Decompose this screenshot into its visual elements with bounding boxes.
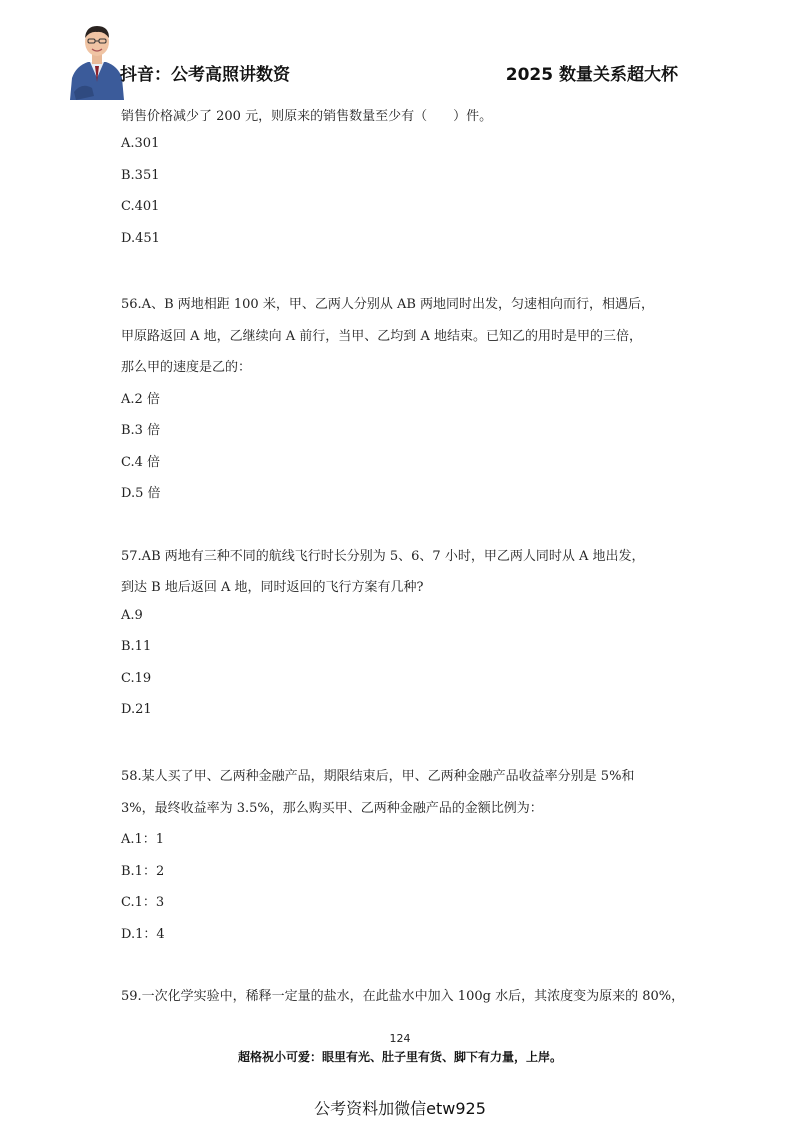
option-58-a: A.1：1 xyxy=(121,832,165,847)
option-57-a: A.9 xyxy=(121,608,143,623)
option-56-d: D.5 倍 xyxy=(121,486,161,501)
option-56-b: B.3 倍 xyxy=(121,423,161,438)
option-56-c: C.4 倍 xyxy=(121,455,161,470)
document-title: 2025 数量关系超大杯 xyxy=(505,65,678,85)
question-57-line-1: 57.AB 两地有三种不同的航线飞行时长分别为 5、6、7 小时，甲乙两人同时从 A 地出发， xyxy=(121,549,645,564)
option-55-d: D.451 xyxy=(121,231,160,246)
option-55-c: C.401 xyxy=(121,199,160,214)
question-56-line-1: 56.A、B 两地相距 100 米，甲、乙两人分别从 AB 两地同时出发，匀速相向而行，相遇后， xyxy=(121,297,655,312)
question-58-line-2: 3%，最终收益率为 3.5%，那么购买甲、乙两种金融产品的金额比例为： xyxy=(121,801,543,816)
option-58-d: D.1：4 xyxy=(121,927,165,942)
option-55-b: B.351 xyxy=(121,168,160,183)
option-57-d: D.21 xyxy=(121,702,152,717)
page-number: 124 xyxy=(389,1032,411,1045)
footer-motto: 超格祝小可爱：眼里有光、肚子里有货、脚下有力量，上岸。 xyxy=(237,1050,562,1064)
contact-watermark: 公考资料加微信etw925 xyxy=(314,1099,486,1118)
option-57-b: B.11 xyxy=(121,639,152,654)
option-56-a: A.2 倍 xyxy=(121,392,160,407)
page-header xyxy=(0,0,800,100)
option-58-b: B.1：2 xyxy=(121,864,165,879)
option-58-c: C.1：3 xyxy=(121,895,165,910)
presenter-photo xyxy=(68,22,126,100)
question-55-text: 销售价格减少了 200 元，则原来的销售数量至少有（ ）件。 xyxy=(121,109,493,124)
question-57-line-2: 到达 B 地后返回 A 地，同时返回的飞行方案有几种? xyxy=(121,580,424,595)
channel-brand: 抖音：公考高照讲数资 xyxy=(120,65,290,85)
question-58-line-1: 58.某人买了甲、乙两种金融产品，期限结束后，甲、乙两种金融产品收益率分别是 5%和 xyxy=(121,769,635,784)
question-59-line-1: 59.一次化学实验中，稀释一定量的盐水，在此盐水中加入 100g 水后，其浓度变为原来的 80%， xyxy=(121,989,685,1004)
option-55-a: A.301 xyxy=(121,136,160,151)
question-56-line-2: 甲原路返回 A 地，乙继续向 A 前行，当甲、乙均到 A 地结束。已知乙的用时是甲的三倍， xyxy=(121,329,642,344)
question-56-line-3: 那么甲的速度是乙的： xyxy=(121,360,252,375)
option-57-c: C.19 xyxy=(121,671,152,686)
